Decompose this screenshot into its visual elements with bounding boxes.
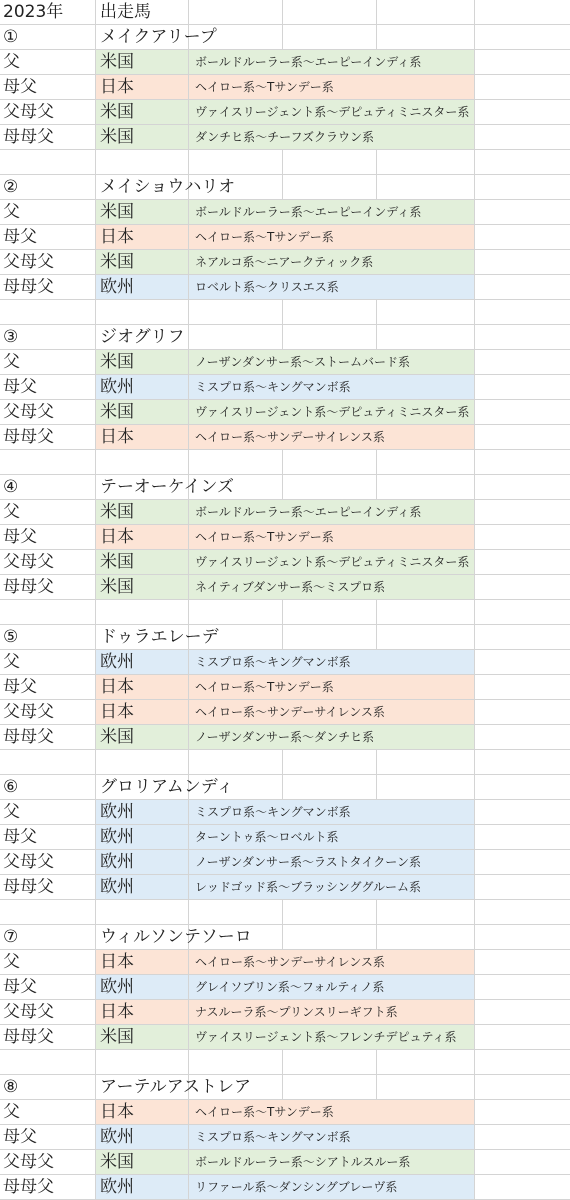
relation-cell[interactable]: 父母父 [3,552,54,572]
relation-cell[interactable]: 父 [3,52,20,72]
region-cell[interactable]: 米国 [96,550,188,574]
relation-cell[interactable]: 父 [3,352,20,372]
relation-cell[interactable]: 父 [3,1102,20,1122]
region-cell[interactable]: 米国 [96,500,188,524]
pedigree-row-dam-sire [0,975,570,1000]
sire-line-cell[interactable]: ノーザンダンサー系～ダンチヒ系 [189,725,474,749]
sire-line-cell[interactable]: ヴァイスリージェント系～デピュティミニスター系 [189,400,474,424]
relation-cell[interactable]: 父 [3,652,20,672]
sire-line-cell[interactable]: ヘイロー系～Tサンデー系 [189,225,474,249]
pedigree-row-dam-dam-sire [0,575,570,600]
relation-cell[interactable]: 母母父 [3,1177,54,1197]
horse-name-cell[interactable]: テーオーケインズ [100,477,234,497]
sire-line-cell[interactable]: ノーザンダンサー系～ラストタイクーン系 [189,850,474,874]
blank-row [0,750,570,775]
relation-cell[interactable]: 母父 [3,227,37,247]
region-cell[interactable]: 日本 [96,950,188,974]
region-cell[interactable]: 欧州 [96,650,188,674]
region-cell[interactable]: 米国 [96,125,188,149]
sire-line-cell[interactable]: レッドゴッド系～ブラッシンググルーム系 [189,875,474,899]
region-cell[interactable]: 日本 [96,75,188,99]
horse-number-cell[interactable]: ⑤ [3,627,19,647]
sire-line-cell[interactable]: ネアルコ系～ニアークティック系 [189,250,474,274]
horse-name-cell[interactable]: メイショウハリオ [100,177,236,197]
horse-number-cell[interactable]: ④ [3,477,19,497]
blank-row [0,300,570,325]
pedigree-row-dam-dam-sire [0,125,570,150]
relation-cell[interactable]: 父母父 [3,702,54,722]
region-cell[interactable]: 米国 [96,725,188,749]
year-cell[interactable]: 2023年 [3,2,64,22]
title-cell[interactable]: 出走馬 [100,2,151,22]
region-cell[interactable]: 米国 [96,200,188,224]
pedigree-row-dam-sire [0,525,570,550]
relation-cell[interactable]: 母母父 [3,427,54,447]
relation-cell[interactable]: 父 [3,952,20,972]
relation-cell[interactable]: 母母父 [3,877,54,897]
pedigree-row-sire-dam-sire [0,400,570,425]
relation-cell[interactable]: 母父 [3,527,37,547]
horse-name-cell[interactable]: ウィルソンテソーロ [100,927,252,947]
sire-line-cell[interactable]: ノーザンダンサー系～ストームバード系 [189,350,474,374]
horse-name-row [0,325,570,350]
relation-cell[interactable]: 母父 [3,827,37,847]
region-cell[interactable]: 米国 [96,100,188,124]
region-cell[interactable]: 欧州 [96,800,188,824]
horse-name-cell[interactable]: ドゥラエレーデ [100,627,219,647]
pedigree-row-dam-dam-sire [0,1175,570,1200]
sire-line-cell[interactable]: ボールドルーラー系～シアトルスルー系 [189,1150,474,1174]
region-cell[interactable]: 日本 [96,225,188,249]
region-cell[interactable]: 欧州 [96,825,188,849]
region-cell[interactable]: 米国 [96,50,188,74]
region-cell[interactable]: 日本 [96,425,188,449]
relation-cell[interactable]: 母父 [3,77,37,97]
relation-cell[interactable]: 父母父 [3,102,54,122]
sire-line-cell[interactable]: ヴァイスリージェント系～フレンチデピュティ系 [189,1025,474,1049]
region-cell[interactable]: 欧州 [96,975,188,999]
pedigree-row-sire-dam-sire [0,1000,570,1025]
relation-cell[interactable]: 父母父 [3,252,54,272]
sire-line-cell[interactable]: ヴァイスリージェント系～デピュティミニスター系 [189,550,474,574]
region-cell[interactable]: 米国 [96,250,188,274]
sire-line-cell[interactable]: ヘイロー系～サンデーサイレンス系 [189,950,474,974]
pedigree-row-dam-sire [0,375,570,400]
relation-cell[interactable]: 母母父 [3,577,54,597]
sire-line-cell[interactable]: ヘイロー系～Tサンデー系 [189,75,474,99]
pedigree-row-dam-dam-sire [0,725,570,750]
region-cell[interactable]: 欧州 [96,875,188,899]
horse-name-row [0,25,570,50]
relation-cell[interactable]: 母母父 [3,277,54,297]
pedigree-row-sire [0,800,570,825]
region-cell[interactable]: 米国 [96,575,188,599]
horse-name-cell[interactable]: アーテルアストレア [100,1077,251,1097]
region-cell[interactable]: 欧州 [96,1175,188,1199]
sire-line-cell[interactable]: ミスプロ系～キングマンボ系 [189,800,474,824]
region-cell[interactable]: 欧州 [96,1125,188,1149]
pedigree-row-sire [0,1100,570,1125]
header-row [0,0,570,25]
horse-number-cell[interactable]: ⑦ [3,927,19,947]
blank-row [0,1050,570,1075]
relation-cell[interactable]: 母父 [3,977,37,997]
region-cell[interactable]: 日本 [96,675,188,699]
horse-name-cell[interactable]: グロリアムンディ [100,777,234,797]
horse-number-cell[interactable]: ③ [3,327,19,347]
relation-cell[interactable]: 父母父 [3,402,54,422]
horse-name-row [0,925,570,950]
sire-line-cell[interactable]: ロベルト系～クリスエス系 [189,275,474,299]
horse-number-cell[interactable]: ⑧ [3,1077,19,1097]
blank-row [0,150,570,175]
pedigree-row-dam-dam-sire [0,1025,570,1050]
sire-line-cell[interactable]: ヘイロー系～Tサンデー系 [189,525,474,549]
horse-name-cell[interactable]: ジオグリフ [100,327,185,347]
region-cell[interactable]: 欧州 [96,850,188,874]
sire-line-cell[interactable]: グレイソブリン系～フォルティノ系 [189,975,474,999]
pedigree-row-sire [0,650,570,675]
pedigree-row-sire [0,200,570,225]
sire-line-cell[interactable]: ヘイロー系～サンデーサイレンス系 [189,425,474,449]
region-cell[interactable]: 欧州 [96,375,188,399]
pedigree-row-dam-sire [0,225,570,250]
pedigree-row-dam-dam-sire [0,875,570,900]
pedigree-row-dam-sire [0,675,570,700]
region-cell[interactable]: 日本 [96,525,188,549]
sire-line-cell[interactable]: ボールドルーラー系～エーピーインディ系 [189,500,474,524]
blank-row [0,450,570,475]
region-cell[interactable]: 日本 [96,700,188,724]
pedigree-row-sire [0,50,570,75]
relation-cell[interactable]: 父 [3,202,20,222]
horse-name-row [0,775,570,800]
sire-line-cell[interactable]: ヘイロー系～Tサンデー系 [189,1100,474,1124]
sire-line-cell[interactable]: ミスプロ系～キングマンボ系 [189,1125,474,1149]
region-cell[interactable]: 米国 [96,400,188,424]
horse-number-cell[interactable]: ① [3,27,19,47]
pedigree-row-dam-sire [0,825,570,850]
relation-cell[interactable]: 母母父 [3,727,54,747]
relation-cell[interactable]: 母母父 [3,1027,54,1047]
horse-number-cell[interactable]: ⑥ [3,777,19,797]
sire-line-cell[interactable]: ボールドルーラー系～エーピーインディ系 [189,200,474,224]
pedigree-row-sire [0,500,570,525]
relation-cell[interactable]: 父母父 [3,1002,54,1022]
relation-cell[interactable]: 父母父 [3,852,54,872]
sire-line-cell[interactable]: ボールドルーラー系～エーピーインディ系 [189,50,474,74]
sire-line-cell[interactable]: ナスルーラ系～プリンスリーギフト系 [189,1000,474,1024]
sire-line-cell[interactable]: ヘイロー系～サンデーサイレンス系 [189,700,474,724]
relation-cell[interactable]: 母父 [3,377,37,397]
horse-name-row [0,475,570,500]
pedigree-row-dam-sire [0,75,570,100]
sire-line-cell[interactable]: ヘイロー系～Tサンデー系 [189,675,474,699]
pedigree-row-sire-dam-sire [0,1150,570,1175]
region-cell[interactable]: 日本 [96,1100,188,1124]
relation-cell[interactable]: 母父 [3,677,37,697]
sire-line-cell[interactable]: ターントゥ系～ロベルト系 [189,825,474,849]
horse-name-row [0,175,570,200]
blank-row [0,900,570,925]
sire-line-cell[interactable]: ダンチヒ系～チーフズクラウン系 [189,125,474,149]
region-cell[interactable]: 米国 [96,350,188,374]
relation-cell[interactable]: 父母父 [3,1152,54,1172]
sire-line-cell[interactable]: ヴァイスリージェント系～デピュティミニスター系 [189,100,474,124]
pedigree-row-dam-sire [0,1125,570,1150]
blank-row [0,600,570,625]
pedigree-row-dam-dam-sire [0,275,570,300]
region-cell[interactable]: 米国 [96,1150,188,1174]
pedigree-row-sire-dam-sire [0,700,570,725]
pedigree-row-sire-dam-sire [0,550,570,575]
pedigree-row-sire-dam-sire [0,100,570,125]
region-cell[interactable]: 米国 [96,1025,188,1049]
pedigree-row-sire [0,950,570,975]
region-cell[interactable]: 日本 [96,1000,188,1024]
horse-name-row [0,625,570,650]
sire-line-cell[interactable]: ミスプロ系～キングマンボ系 [189,375,474,399]
sire-line-cell[interactable]: リファール系～ダンシングブレーヴ系 [189,1175,474,1199]
horse-number-cell[interactable]: ② [3,177,19,197]
horse-name-row [0,1075,570,1100]
horse-name-cell[interactable]: メイクアリープ [100,27,217,47]
pedigree-row-dam-dam-sire [0,425,570,450]
region-cell[interactable]: 欧州 [96,275,188,299]
pedigree-row-sire-dam-sire [0,850,570,875]
pedigree-row-sire [0,350,570,375]
relation-cell[interactable]: 母父 [3,1127,37,1147]
relation-cell[interactable]: 父 [3,802,20,822]
relation-cell[interactable]: 父 [3,502,20,522]
sire-line-cell[interactable]: ミスプロ系～キングマンボ系 [189,650,474,674]
sire-line-cell[interactable]: ネイティブダンサー系～ミスプロ系 [189,575,474,599]
relation-cell[interactable]: 母母父 [3,127,54,147]
pedigree-row-sire-dam-sire [0,250,570,275]
